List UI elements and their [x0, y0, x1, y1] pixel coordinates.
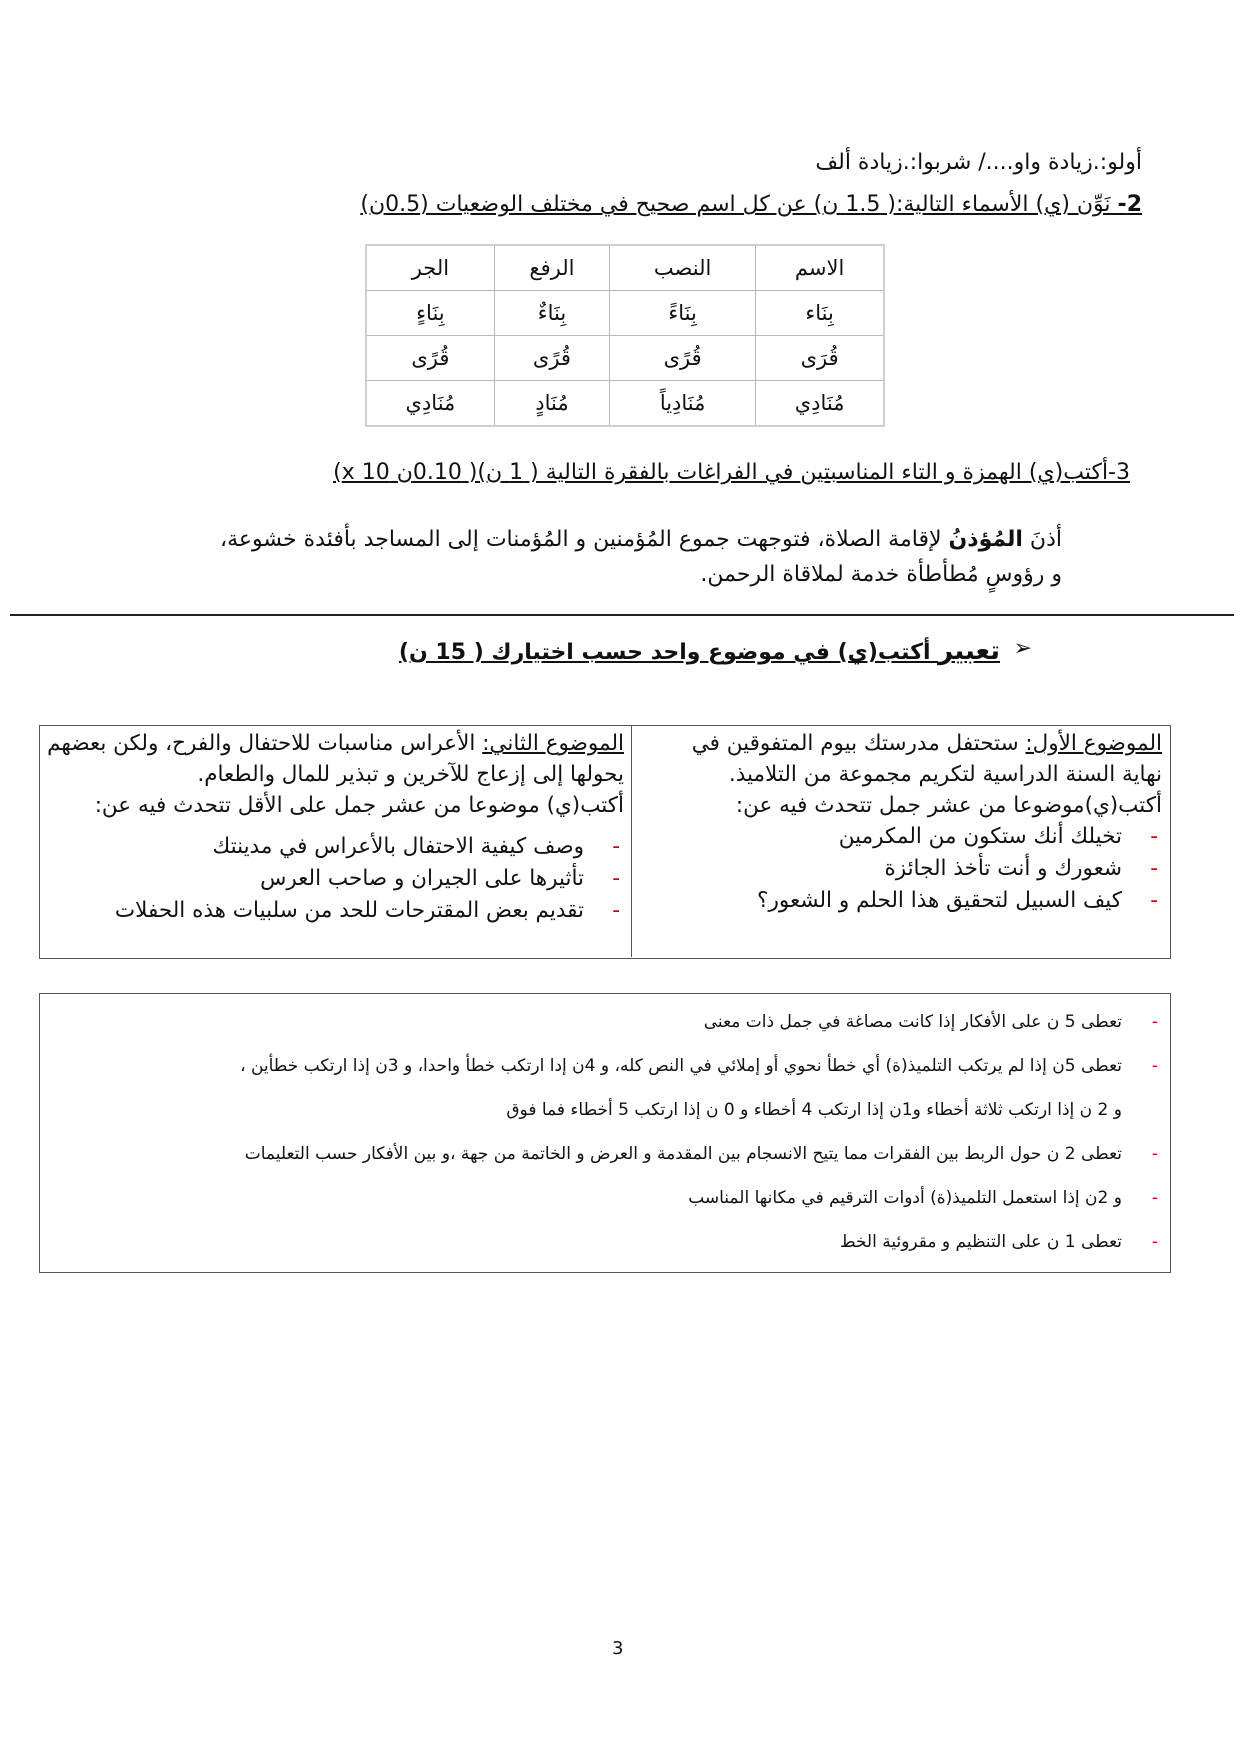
dash-marker: - [1151, 1232, 1158, 1252]
expression-heading [399, 636, 1000, 666]
expression-text: أكتب(ي) في موضوع واحد حسب اختيارك ( 15 ن) [398, 640, 939, 665]
criteria-text: تعطى 5ن إذا لم يرتكب التلميذ(ة) أي خطأ نحوي أو إملائي في النص كله، و 4ن إدا ارتكب خطأ واحدا، و 3ن إذا ارتكب خطأين ، [240, 1056, 1122, 1076]
section-divider [10, 614, 1234, 616]
table-cell: قُرًى [610, 336, 756, 381]
table-row [366, 381, 884, 427]
table-cell: مُنَادٍ [494, 381, 609, 427]
list-item-text: كيف السبيل لتحقيق هذا الحلم و الشعور؟ [757, 888, 1122, 913]
table-cell: بِنَاء [756, 291, 884, 336]
criteria-text: تعطى 1 ن على التنظيم و مقروئية الخط [839, 1232, 1122, 1252]
list-item-text: تقديم بعض المقترحات للحد من سلبيات هذه الحفلات [114, 898, 584, 923]
criteria-item [72, 1000, 1162, 1044]
paragraph-line-2: و رؤوسٍ مُطأطأة خدمة لملاقاة الرحمن. [700, 562, 1062, 587]
list-item [46, 831, 624, 863]
intro-line: أولو:.زيادة واو..../ شربوا:.زيادة ألف [815, 150, 1142, 175]
topic-1-intro [652, 728, 1162, 790]
expression-label: تعبير [938, 636, 1000, 666]
paragraph-rest: لإقامة الصلاة، فتوجهت جموع المُؤمنين و المُؤمنات إلى المساجد بأفئدة خشوعة، [220, 527, 949, 552]
table-header: الرفع [494, 245, 609, 291]
list-item-text: تأثيرها على الجيران و صاحب العرس [260, 866, 584, 891]
topic-1-title: الموضوع الأول: [1025, 731, 1162, 756]
topic-2-title: الموضوع الثاني: [482, 731, 624, 756]
list-item [652, 853, 1162, 885]
topic-2-instruction: أكتب(ي) موضوعا من عشر جمل على الأقل تتحدث فيه عن: [94, 793, 624, 818]
question-2 [360, 192, 1142, 217]
table-cell: قُرَى [756, 336, 884, 381]
table-cell: قُرًى [494, 336, 609, 381]
list-item-text: وصف كيفية الاحتفال بالأعراس في مدينتك [212, 834, 584, 859]
grading-criteria [72, 1000, 1162, 1264]
dash-marker: - [1151, 1188, 1158, 1208]
table-header: النصب [610, 245, 756, 291]
criteria-text: و 2ن إذا استعمل التلميذ(ة) أدوات الترقيم في مكانها المناسب [688, 1188, 1122, 1208]
dash-marker: - [612, 898, 620, 923]
table-row [366, 291, 884, 336]
table-header: الاسم [756, 245, 884, 291]
dash-marker: - [1151, 1056, 1158, 1076]
criteria-item [72, 1176, 1162, 1220]
list-item-text: تخيلك أنك ستكون من المكرمين [838, 824, 1122, 849]
question-2-text: نَوِّن (ي) الأسماء التالية:( 1.5 ن) عن كل اسم صحيح في مختلف الوضعيات (0.5ن) [360, 192, 1111, 217]
table-cell: بِنَاءً [610, 291, 756, 336]
dash-marker: - [1151, 1012, 1158, 1032]
list-item-text: شعورك و أنت تأخذ الجائزة [884, 856, 1122, 881]
topic-2 [46, 728, 624, 927]
dash-marker: - [1150, 824, 1158, 849]
tanween-table [365, 244, 885, 427]
arrow-bullet-icon: ➢ [1013, 636, 1032, 661]
criteria-text: تعطى 2 ن حول الربط بين الفقرات مما يتيح الانسجام بين المقدمة و العرض و الخاتمة من جهة ،و بين الأفكار حسب التعليمات [244, 1144, 1122, 1164]
paragraph-line-1 [162, 522, 1062, 557]
page-number: 3 [612, 1638, 624, 1659]
paragraph-start: أذنَ [1022, 527, 1062, 552]
topic-2-list [46, 831, 624, 927]
question-3: 3-أكتب(ي) الهمزة و التاء المناسبتين في الفراغات بالفقرة التالية ( 1 ن)( 0.10ن x 10) [333, 460, 1130, 485]
dash-marker: - [1150, 888, 1158, 913]
table-row [366, 336, 884, 381]
criteria-item [72, 1132, 1162, 1176]
list-item [652, 821, 1162, 853]
criteria-text: تعطى 5 ن على الأفكار إذا كانت مصاغة في جمل ذات معنى [703, 1012, 1122, 1032]
topic-1-list [652, 821, 1162, 917]
list-item [652, 885, 1162, 917]
criteria-item [72, 1220, 1162, 1264]
table-cell: قُرًى [366, 336, 494, 381]
dash-marker: - [1150, 856, 1158, 881]
criteria-item [72, 1044, 1162, 1088]
criteria-continuation: و 2 ن إذا ارتكب ثلاثة أخطاء و1ن إذا ارتكب 4 أخطاء و 0 ن إذا ارتكب 5 أخطاء فما فوق [506, 1100, 1122, 1120]
table-cell: مُنَادِي [756, 381, 884, 427]
dash-marker: - [612, 866, 620, 891]
table-cell: مُنَادِياً [610, 381, 756, 427]
topic-1 [652, 728, 1162, 917]
topic-2-body: الأعراس مناسبات للاحتفال والفرح، ولكن بعضهم يحولها إلى إزعاج للآخرين و تبذير للمال والطعام. [47, 731, 624, 787]
topic-2-intro [46, 728, 624, 790]
table-cell: بِنَاءٍ [366, 291, 494, 336]
table-cell: بِنَاءٌ [494, 291, 609, 336]
exercise-paragraph [162, 522, 1062, 592]
list-item [46, 895, 624, 927]
table-header-row [366, 245, 884, 291]
topic-1-body: ستحتفل مدرستك بيوم المتفوقين في نهاية السنة الدراسية لتكريم مجموعة من التلاميذ. [691, 731, 1162, 787]
dash-marker: - [1151, 1144, 1158, 1164]
question-2-number: 2- [1117, 192, 1142, 217]
table-cell: مُنَادِي [366, 381, 494, 427]
topic-1-instruction: أكتب(ي)موضوعا من عشر جمل تتحدث فيه عن: [735, 793, 1162, 818]
list-item [46, 863, 624, 895]
paragraph-bold-word: المُؤذنُ [948, 527, 1023, 552]
dash-marker: - [612, 834, 620, 859]
table-header: الجر [366, 245, 494, 291]
